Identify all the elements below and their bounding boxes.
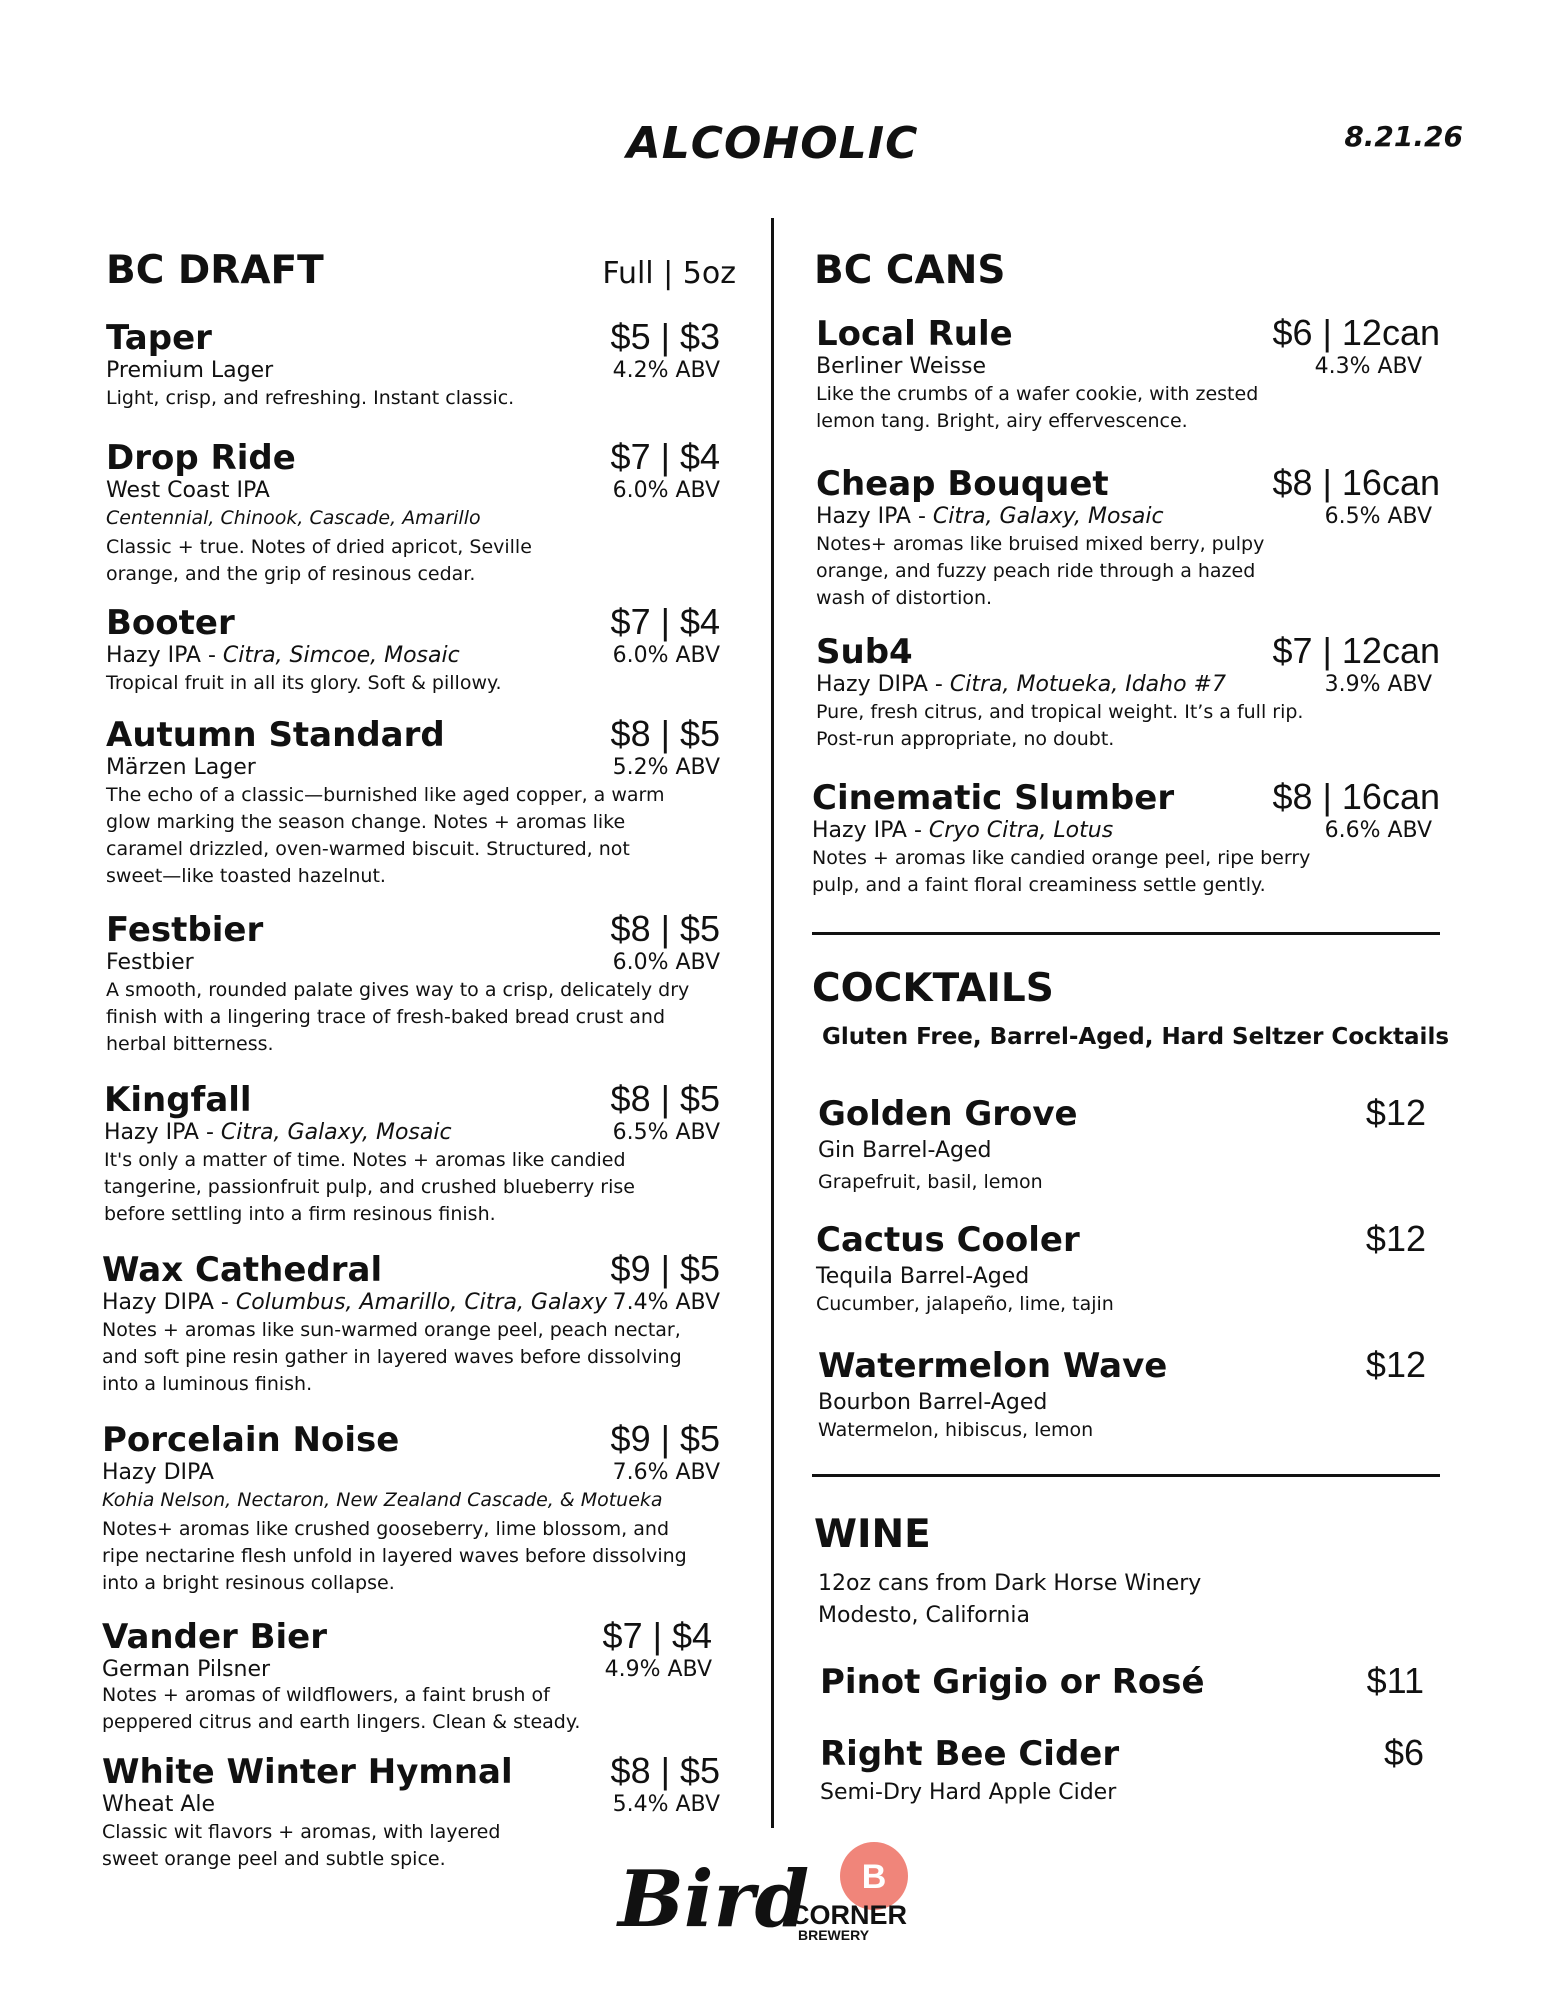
item-style: Hazy DIPA - <box>816 672 950 697</box>
draft-sizes: Full | 5oz <box>602 256 736 291</box>
item-abv: 6.5% ABV <box>612 1120 720 1145</box>
item-price: $8 | $5 <box>610 713 720 754</box>
item-abv: 4.9% ABV <box>604 1657 712 1682</box>
item-hops: Columbus, Amarillo, Citra, Galaxy <box>235 1290 608 1315</box>
item-description: Light, crisp, and refreshing. Instant classic. <box>106 387 515 409</box>
item-style: Wheat Ale <box>102 1792 216 1817</box>
column-divider <box>771 218 774 1828</box>
item-style: Hazy IPA - <box>106 643 223 668</box>
item-description: Classic wit flavors + aromas, with layered sweet orange peel and subtle spice. <box>102 1821 501 1870</box>
draft-item-wax-cathedral <box>102 1248 720 1398</box>
item-style: Märzen Lager <box>106 755 256 780</box>
item-price: $7 | $4 <box>610 436 720 477</box>
item-abv: 5.4% ABV <box>612 1792 720 1817</box>
menu-date: 8.21.26 <box>1344 120 1463 153</box>
cocktail-item-golden-grove <box>818 1092 1426 1196</box>
draft-item-festbier <box>106 908 720 1058</box>
item-description: Pure, fresh citrus, and tropical weight. It’s a full rip. Post-run appropriate, no doubt. <box>816 701 1304 750</box>
logo-word-brewery: BREWERY <box>798 1927 870 1943</box>
item-name: Drop Ride <box>106 438 296 478</box>
item-description: Classic + true. Notes of dried apricot, Seville orange, and the grip of resinous cedar. <box>106 536 532 585</box>
item-name: Right Bee Cider <box>820 1734 1120 1774</box>
item-style: Hazy DIPA <box>102 1460 214 1485</box>
item-hops: Citra, Galaxy, Mosaic <box>932 504 1164 529</box>
item-price: $12 <box>1365 1344 1426 1385</box>
brewery-logo <box>612 1840 932 1950</box>
can-item-local-rule <box>816 312 1440 435</box>
cocktail-item-watermelon-wave <box>818 1344 1426 1444</box>
item-price: $8 | $5 <box>610 1078 720 1119</box>
cocktail-item-cactus-cooler <box>816 1218 1426 1318</box>
item-abv: 3.9% ABV <box>1324 672 1432 697</box>
item-price: $7 | 12can <box>1272 630 1440 671</box>
item-price: $6 <box>1383 1732 1424 1773</box>
item-description: Notes + aromas like candied orange peel, ripe berry pulp, and a faint floral creaminess settle gently. <box>812 847 1311 896</box>
section-divider <box>812 932 1440 935</box>
item-price: $8 | 16can <box>1272 462 1440 503</box>
logo-word-corner: CORNER <box>790 1900 908 1930</box>
page-title: ALCOHOLIC <box>626 118 919 169</box>
item-description: Notes+ aromas like bruised mixed berry, pulpy orange, and fuzzy peach ride through a hazed wash of distortion. <box>816 533 1265 609</box>
item-name: Autumn Standard <box>106 715 445 755</box>
wine-source: 12oz cans from Dark Horse Winery <box>818 1571 1202 1596</box>
item-name: Pinot Grigio or Rosé <box>820 1662 1205 1702</box>
item-abv: 4.2% ABV <box>612 358 720 383</box>
draft-item-kingfall <box>104 1078 720 1228</box>
can-item-cinematic-slumber <box>812 776 1440 899</box>
logo-script: Bird <box>618 1854 810 1945</box>
draft-item-booter <box>106 601 720 697</box>
item-abv: 7.4% ABV <box>612 1290 720 1315</box>
item-name: Golden Grove <box>818 1094 1078 1134</box>
item-description: Notes+ aromas like crushed gooseberry, lime blossom, and ripe nectarine flesh unfold in layered waves before dissolving into a bright resinous collapse. <box>102 1518 687 1594</box>
item-hops: Kohia Nelson, Nectaron, New Zealand Cascade, & Motueka <box>102 1489 663 1511</box>
item-price: $9 | $5 <box>610 1418 720 1459</box>
item-description: Like the crumbs of a wafer cookie, with zested lemon tang. Bright, airy effervescence. <box>816 383 1259 432</box>
item-hops: Cryo Citra, Lotus <box>928 818 1114 843</box>
item-price: $5 | $3 <box>610 316 720 357</box>
item-price: $8 | $5 <box>610 1750 720 1791</box>
item-style: Berliner Weisse <box>816 354 986 379</box>
item-name: Porcelain Noise <box>102 1420 400 1460</box>
wine-item-pinot-grigio <box>820 1660 1424 1702</box>
wine-heading: WINE <box>814 1512 931 1557</box>
item-hops: Centennial, Chinook, Cascade, Amarillo <box>106 507 481 529</box>
item-style: Hazy DIPA - <box>102 1290 236 1315</box>
draft-item-taper <box>106 316 720 412</box>
item-description: The echo of a classic—burnished like aged copper, a warm glow marking the season change. Notes + aromas like caramel drizzled, oven-warmed biscuit. Structured, not sweet—like toasted hazelnut. <box>106 784 665 887</box>
wine-location: Modesto, California <box>818 1603 1030 1628</box>
item-style: Premium Lager <box>106 358 274 383</box>
item-price: $8 | $5 <box>610 908 720 949</box>
item-price: $8 | 16can <box>1272 776 1440 817</box>
item-hops: Citra, Motueka, Idaho #7 <box>949 672 1226 697</box>
item-name: Sub4 <box>816 632 913 672</box>
item-name: Watermelon Wave <box>818 1346 1168 1386</box>
item-price: $9 | $5 <box>610 1248 720 1289</box>
item-description: Watermelon, hibiscus, lemon <box>818 1419 1094 1441</box>
item-name: White Winter Hymnal <box>102 1752 513 1792</box>
item-abv: 6.5% ABV <box>1324 504 1432 529</box>
item-name: Cheap Bouquet <box>816 464 1109 504</box>
item-name: Cinematic Slumber <box>812 778 1175 818</box>
can-item-sub4 <box>816 630 1440 753</box>
section-divider <box>812 1474 1440 1477</box>
item-description: Cucumber, jalapeño, lime, tajin <box>816 1293 1114 1315</box>
item-style: Gin Barrel-Aged <box>818 1138 992 1163</box>
item-name: Wax Cathedral <box>102 1250 383 1290</box>
item-description: A smooth, rounded palate gives way to a crisp, delicately dry finish with a lingering trace of fresh-baked bread crust and herbal bitterness. <box>106 979 690 1055</box>
item-style: Semi-Dry Hard Apple Cider <box>820 1780 1117 1805</box>
item-abv: 5.2% ABV <box>612 755 720 780</box>
draft-item-vander-bier <box>102 1615 712 1736</box>
item-style: West Coast IPA <box>106 478 270 503</box>
item-style: Bourbon Barrel-Aged <box>818 1390 1048 1415</box>
item-hops: Citra, Simcoe, Mosaic <box>222 643 460 668</box>
item-name: Festbier <box>106 910 264 950</box>
item-style: Hazy IPA - <box>104 1120 221 1145</box>
wine-note <box>818 1568 1201 1632</box>
item-price: $6 | 12can <box>1272 312 1440 353</box>
item-description: Notes + aromas like sun-warmed orange peel, peach nectar, and soft pine resin gather in layered waves before dissolving into a luminous finish. <box>102 1319 682 1395</box>
cocktails-subheading: Gluten Free, Barrel-Aged, Hard Seltzer Cocktails <box>822 1024 1450 1050</box>
item-style: Festbier <box>106 950 194 975</box>
item-style: Tequila Barrel-Aged <box>816 1264 1030 1289</box>
item-description: Grapefruit, basil, lemon <box>818 1171 1043 1193</box>
cans-heading: BC CANS <box>814 248 1006 293</box>
item-price: $7 | $4 <box>602 1615 712 1656</box>
item-price: $7 | $4 <box>610 601 720 642</box>
item-description: It's only a matter of time. Notes + aromas like candied tangerine, passionfruit pulp, and crushed blueberry rise before settling into a firm resinous finish. <box>104 1149 635 1225</box>
item-name: Vander Bier <box>102 1617 328 1657</box>
can-item-cheap-bouquet <box>816 462 1440 612</box>
item-style: German Pilsner <box>102 1657 271 1682</box>
item-abv: 7.6% ABV <box>612 1460 720 1485</box>
logo-badge-letter: B <box>861 1858 887 1896</box>
item-abv: 6.0% ABV <box>612 478 720 503</box>
brewery-logo-mark <box>612 1840 932 1950</box>
item-abv: 6.0% ABV <box>612 950 720 975</box>
item-abv: 4.3% ABV <box>1314 354 1422 379</box>
item-description: Notes + aromas of wildflowers, a faint brush of peppered citrus and earth lingers. Clean & steady. <box>102 1684 581 1733</box>
wine-item-right-bee-cider <box>820 1732 1424 1805</box>
draft-heading: BC DRAFT <box>106 248 324 293</box>
item-description: Tropical fruit in all its glory. Soft & pillowy. <box>106 672 502 694</box>
item-name: Taper <box>106 318 212 358</box>
draft-item-autumn-standard <box>106 713 720 890</box>
item-name: Kingfall <box>104 1080 252 1120</box>
item-price: $11 <box>1366 1660 1424 1701</box>
item-abv: 6.6% ABV <box>1324 818 1432 843</box>
cocktails-heading: COCKTAILS <box>812 966 1054 1011</box>
item-price: $12 <box>1365 1218 1426 1259</box>
item-abv: 6.0% ABV <box>612 643 720 668</box>
item-hops: Citra, Galaxy, Mosaic <box>220 1120 452 1145</box>
item-name: Cactus Cooler <box>816 1220 1080 1260</box>
item-name: Booter <box>106 603 235 643</box>
item-style: Hazy IPA - <box>812 818 929 843</box>
item-price: $12 <box>1365 1092 1426 1133</box>
item-name: Local Rule <box>816 314 1013 354</box>
draft-header <box>106 248 736 293</box>
draft-item-porcelain-noise <box>102 1418 720 1597</box>
item-style: Hazy IPA - <box>816 504 933 529</box>
draft-item-drop-ride <box>106 436 720 588</box>
